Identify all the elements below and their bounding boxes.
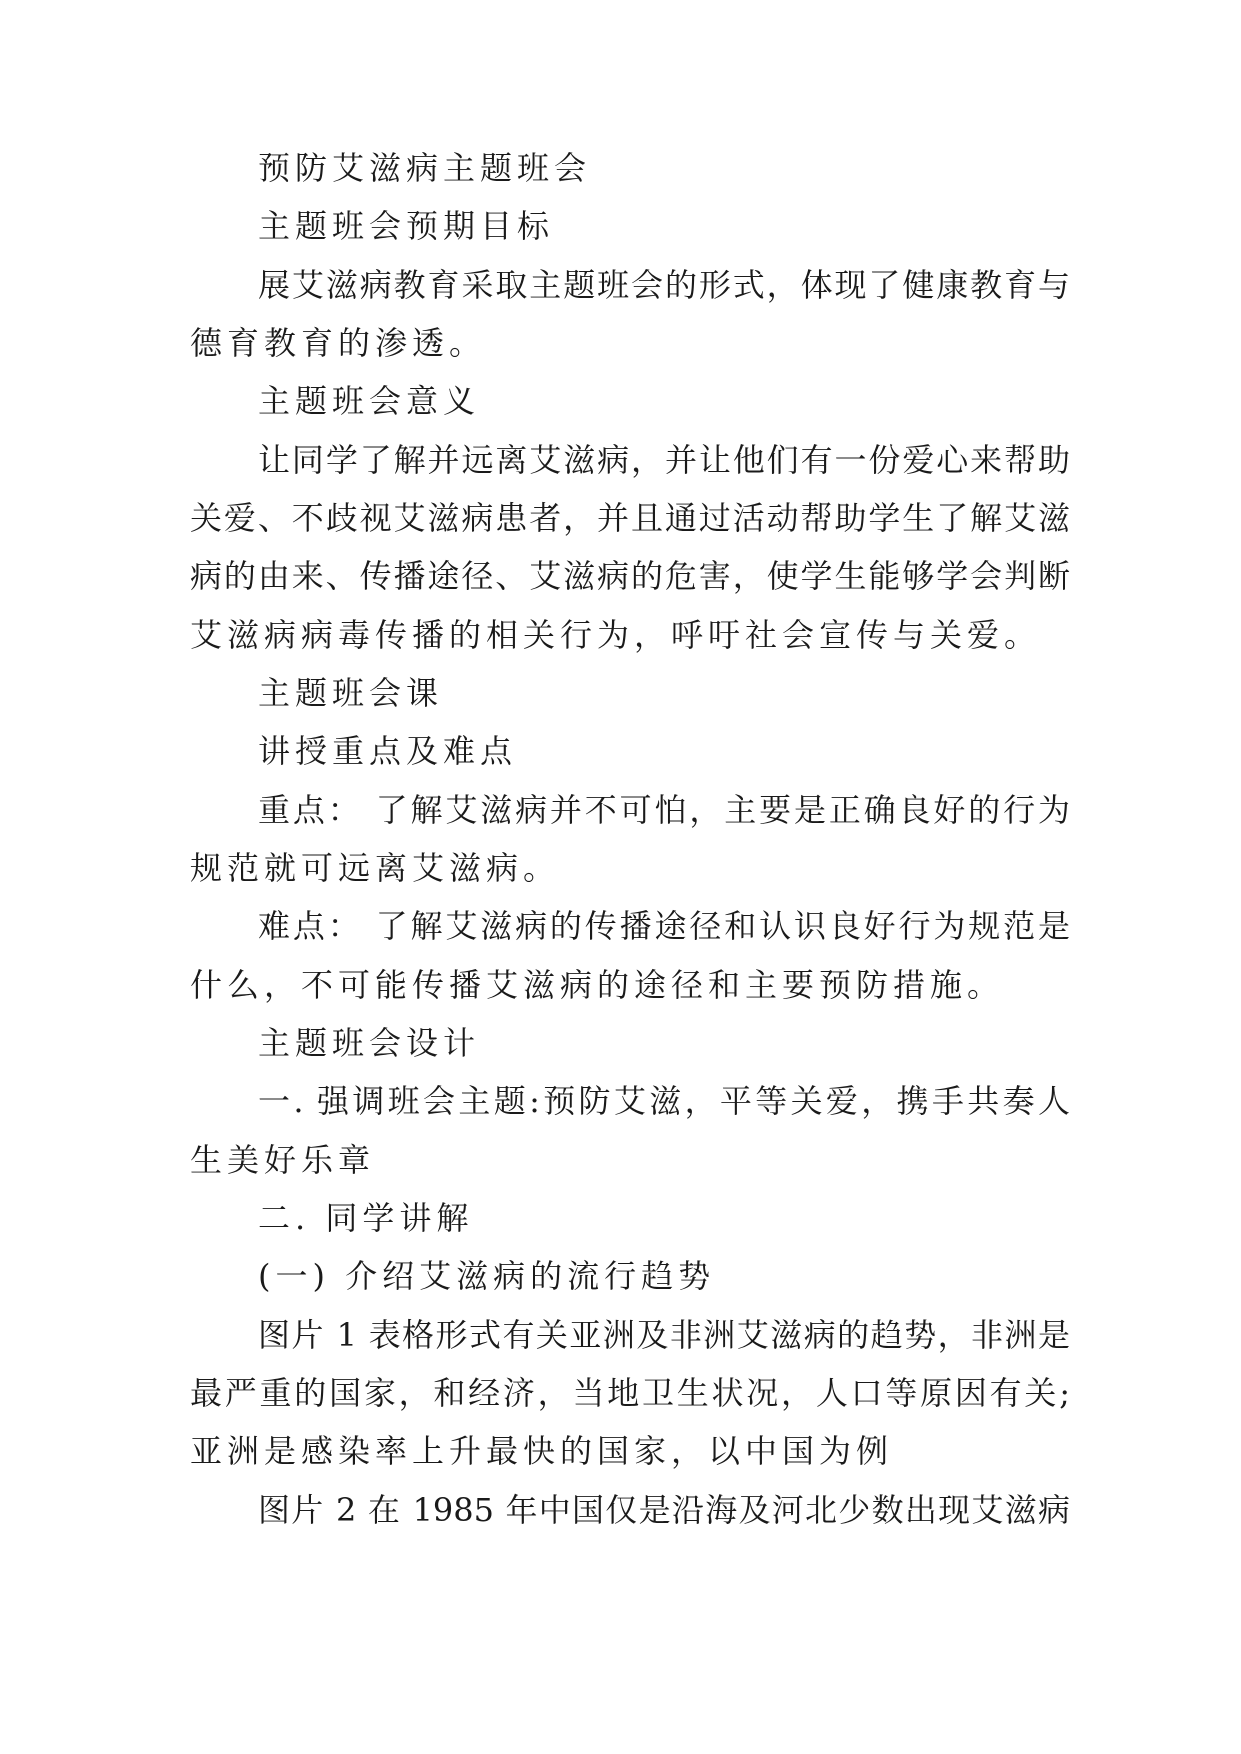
paragraph-line: 规范就可远离艾滋病。 [190,849,561,887]
paragraph-line: 难点： 了解艾滋病的传播途径和认识良好行为规范是 [258,907,1070,945]
paragraph-line: 重点： 了解艾滋病并不可怕，主要是正确良好的行为 [258,791,1070,829]
paragraph-line: 最严重的国家，和经济，当地卫生状况，人口等原因有关; [190,1374,1070,1412]
section-heading-key-points: 讲授重点及难点 [258,732,518,770]
paragraph-line: 关爱、不歧视艾滋病患者，并且通过活动帮助学生了解艾滋 [190,499,1070,537]
section-heading-meaning: 主题班会意义 [258,382,481,420]
section-heading-goal: 主题班会预期目标 [258,207,555,245]
paragraph-line: 艾滋病病毒传播的相关行为，呼吁社会宣传与关爱。 [190,616,1042,654]
paragraph-line: 展艾滋病教育采取主题班会的形式，体现了健康教育与 [258,266,1070,304]
paragraph-line: 亚洲是感染率上升最快的国家，以中国为例 [190,1432,894,1470]
list-item-heading: 二. 同学讲解 [258,1199,474,1237]
section-heading-lesson: 主题班会课 [258,674,444,712]
paragraph-line: 图片 1 表格形式有关亚洲及非洲艾滋病的趋势，非洲是 [258,1316,1070,1354]
paragraph-line: 图片 2 在 1985 年中国仅是沿海及河北少数出现艾滋病 [258,1491,1070,1529]
paragraph-line: 病的由来、传播途径、艾滋病的危害，使学生能够学会判断 [190,557,1070,595]
list-item-heading: (一) 介绍艾滋病的流行趋势 [258,1257,716,1295]
document-title: 预防艾滋病主题班会 [258,149,592,187]
section-heading-design: 主题班会设计 [258,1024,481,1062]
paragraph-line: 让同学了解并远离艾滋病，并让他们有一份爱心来帮助 [258,441,1070,479]
paragraph-line: 一. 强调班会主题:预防艾滋，平等关爱，携手共奏人 [258,1082,1070,1120]
paragraph-line: 什么，不可能传播艾滋病的途径和主要预防措施。 [190,966,1005,1004]
paragraph-line: 德育教育的渗透。 [190,324,487,362]
paragraph-line: 生美好乐章 [190,1141,376,1179]
